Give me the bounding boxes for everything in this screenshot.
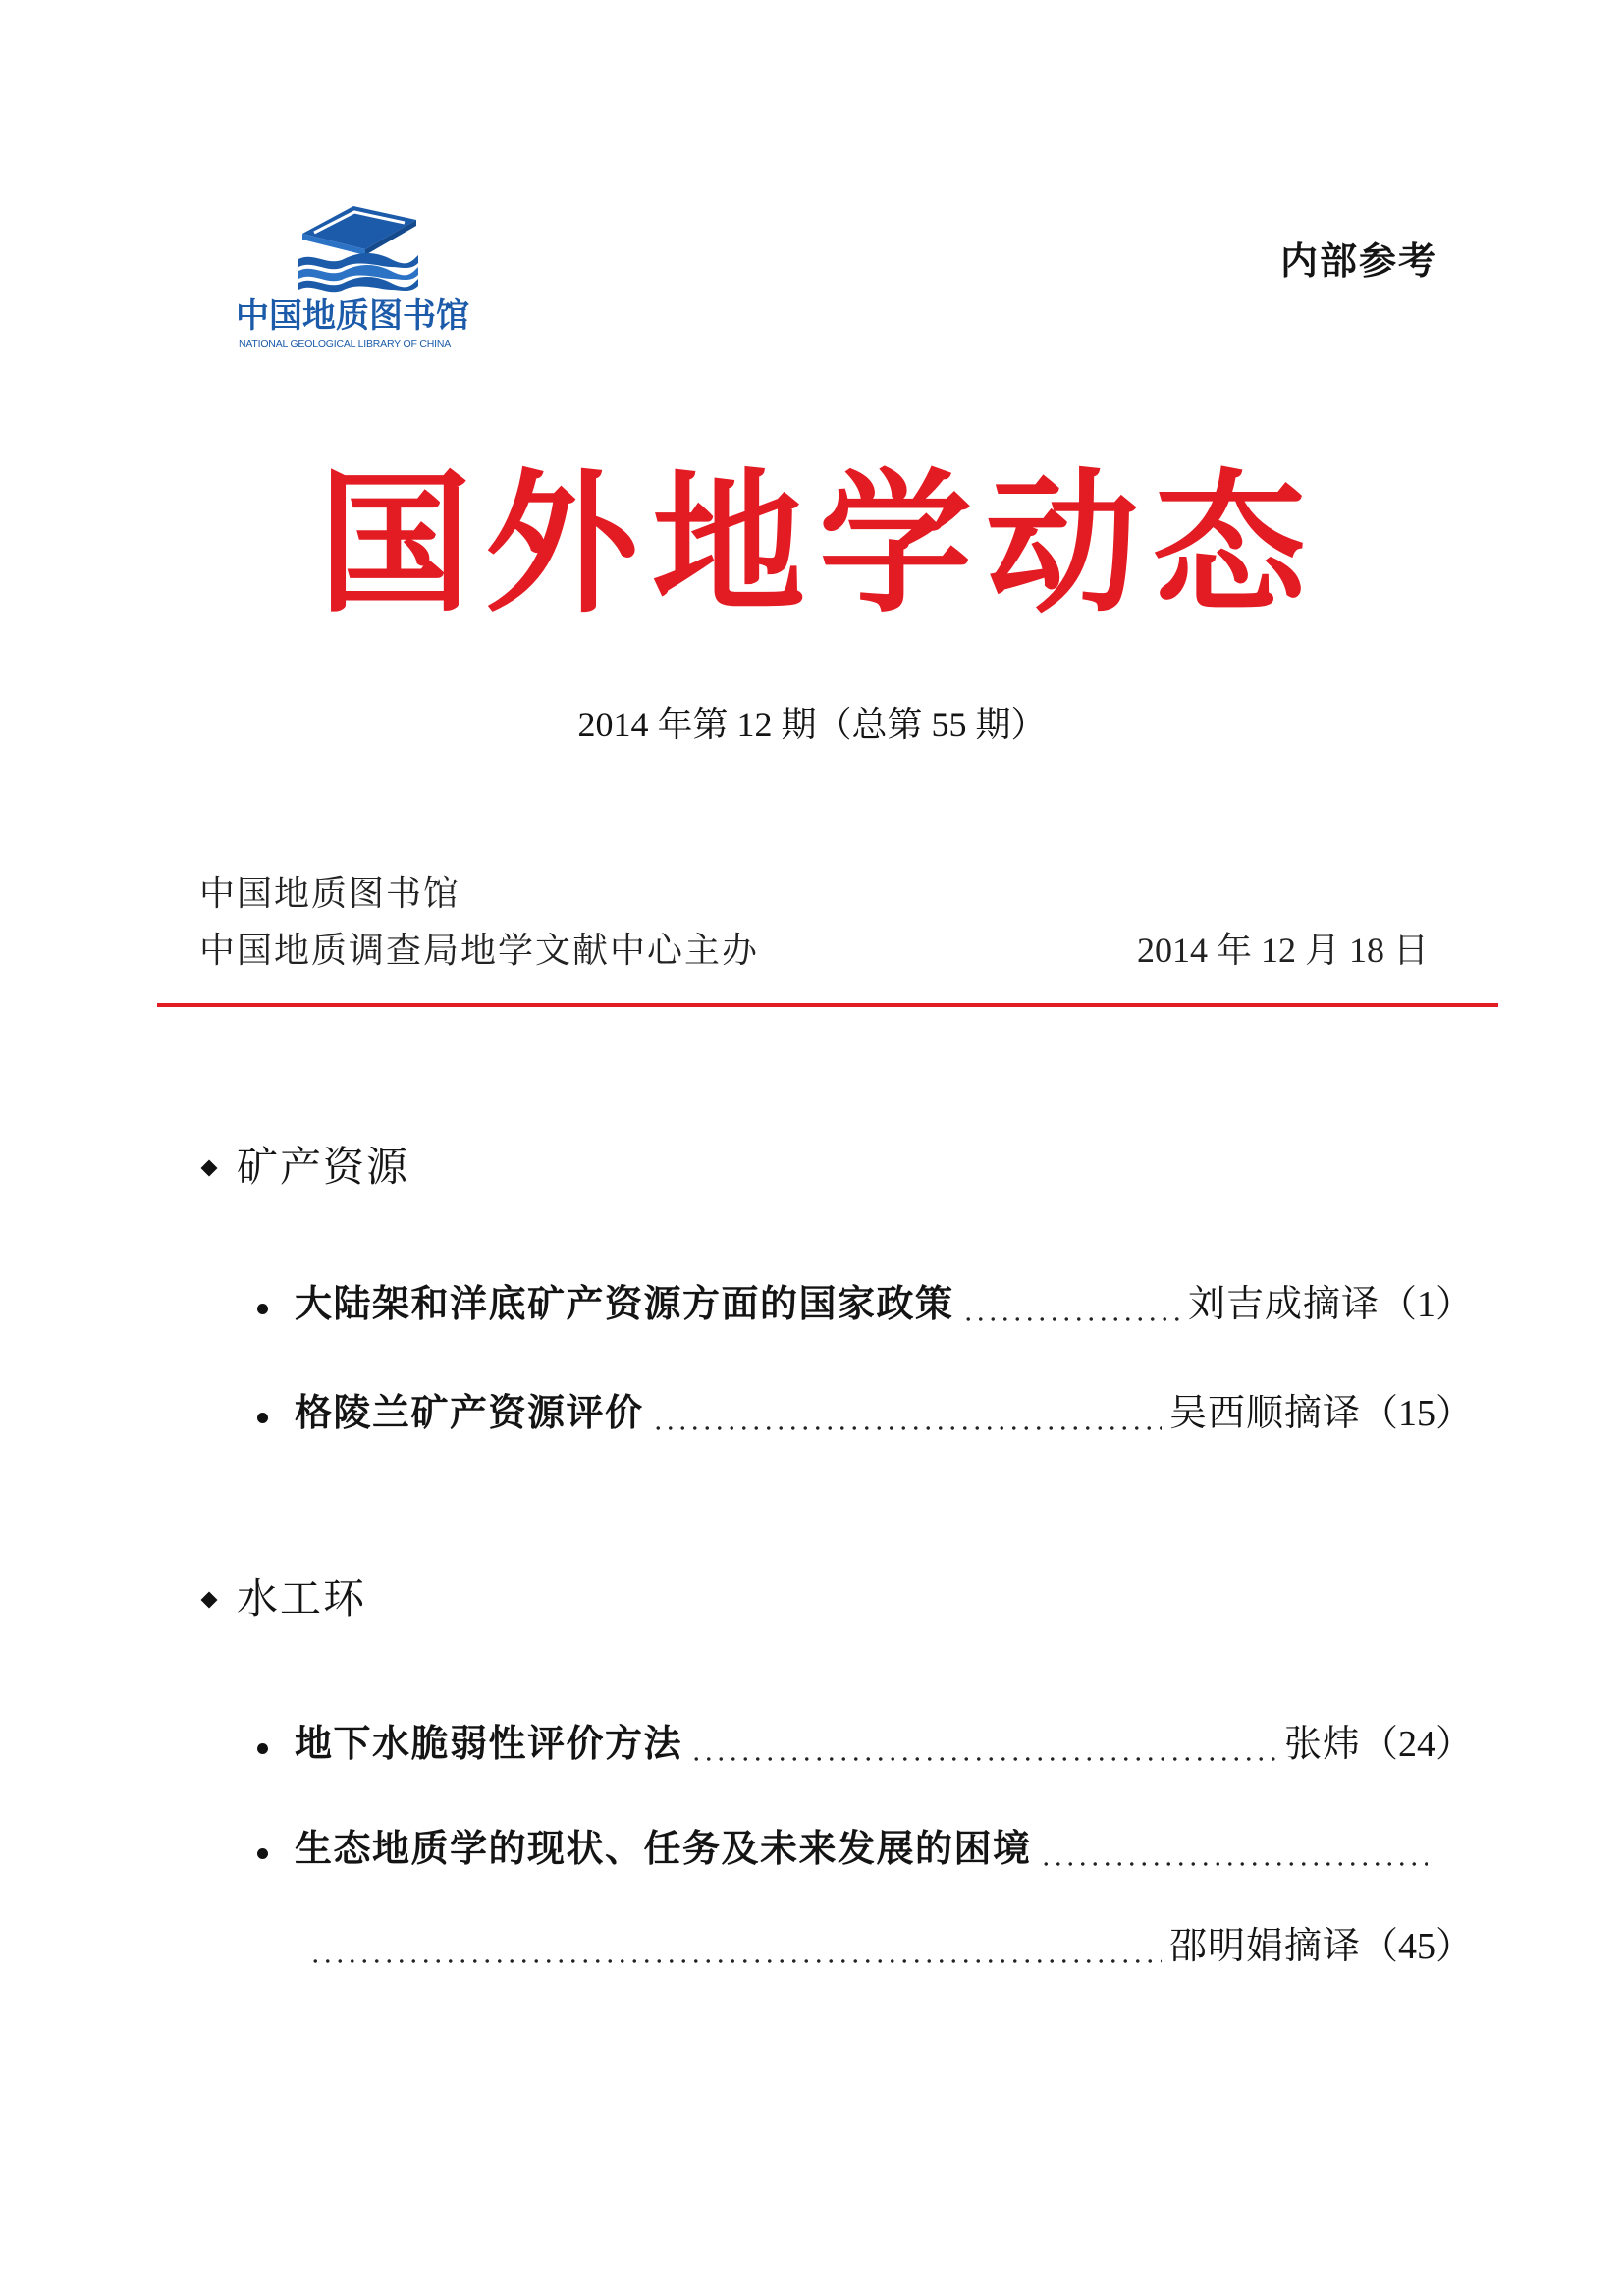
section-heading [199, 1573, 788, 1628]
logo-name-cn: 中国地质图书馆 [236, 297, 469, 335]
toc-item [257, 1386, 1473, 1441]
logo-name-en: NATIONAL GEOLOGICAL LIBRARY OF CHINA [239, 338, 452, 349]
toc-item [257, 1277, 1473, 1332]
section-heading [199, 1141, 788, 1196]
section-title: 水工环 [237, 1577, 367, 1623]
toc-item-author: 邵明娟摘译 [1168, 1926, 1361, 1967]
toc-item-title: 格陵兰矿产资源评价 [295, 1393, 644, 1434]
issue-number: 2014 年第 12 期（总第 55 期） [577, 705, 1047, 744]
diamond-bullet-icon [201, 1160, 218, 1177]
toc-item-author: 张炜 [1283, 1724, 1361, 1765]
toc-item [257, 1822, 1435, 1877]
dot-leader [652, 1386, 1162, 1441]
toc-item-page: （24） [1360, 1724, 1473, 1765]
publisher-line-2: 中国地质调查局地学文献中心主办 [199, 931, 760, 970]
header-divider [157, 1003, 1498, 1007]
toc-item-continuation [309, 1919, 1473, 1974]
dot-leader [309, 1919, 1162, 1974]
toc-item-author: 吴西顺摘译 [1168, 1393, 1361, 1434]
bullet-icon [257, 1413, 268, 1423]
bullet-icon [257, 1848, 268, 1859]
bullet-icon [257, 1743, 268, 1754]
toc-item [257, 1717, 1473, 1772]
bullet-icon [257, 1304, 268, 1314]
toc-item-title: 地下水脆弱性评价方法 [295, 1724, 683, 1765]
toc-item-title: 大陆架和洋底矿产资源方面的国家政策 [295, 1284, 954, 1325]
toc-item-page: （45） [1360, 1926, 1473, 1967]
toc-item-page: （15） [1360, 1393, 1473, 1434]
publisher-line-1: 中国地质图书馆 [199, 874, 461, 913]
book-layers-icon [295, 198, 422, 296]
dot-leader [962, 1277, 1180, 1332]
toc-item-title: 生态地质学的现状、任务及未来发展的困境 [295, 1829, 1032, 1870]
toc-item-author: 刘吉成摘译 [1187, 1284, 1380, 1325]
publication-date: 2014 年 12 月 18 日 [1136, 931, 1429, 970]
section-title: 矿产资源 [237, 1146, 410, 1191]
library-logo [236, 196, 501, 358]
classification-label: 内部参考 [1279, 241, 1437, 283]
dot-leader [690, 1717, 1276, 1772]
dot-leader [1040, 1822, 1428, 1877]
toc-item-page: （1） [1379, 1284, 1473, 1325]
publication-title: 国外地学动态 [318, 460, 1320, 630]
diamond-bullet-icon [201, 1592, 218, 1609]
